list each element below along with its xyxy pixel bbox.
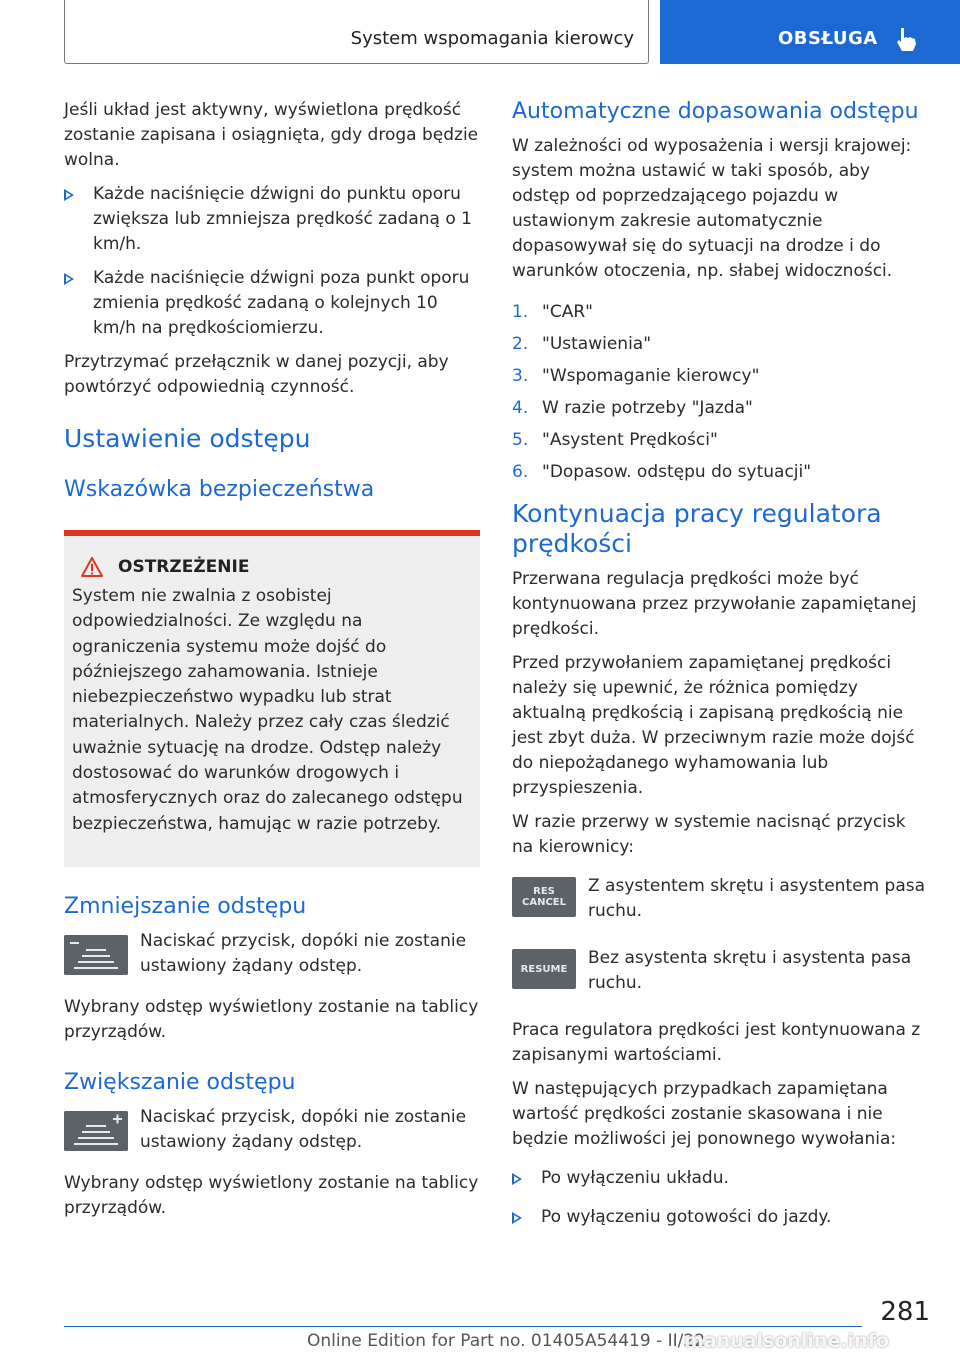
resume-row bbox=[512, 946, 932, 1006]
warning-header bbox=[72, 556, 472, 578]
continue-text-2: Przed przywołaniem zapamiętanej prędkości należy się upewnić, że różnica pomiędzy aktualną prędkością i zapisaną prędkością nie jest zbyt duża. W przeciwnym razie może dojść do niepożądanego wyhamowania lub przyspieszenia. bbox=[512, 653, 915, 798]
hand-pointer-icon bbox=[892, 24, 922, 54]
bullet-triangle-icon bbox=[512, 1173, 522, 1185]
list-item: 1. "CAR" bbox=[512, 302, 593, 322]
resume-button-icon: RESUME bbox=[512, 949, 576, 989]
warning-triangle-icon bbox=[81, 557, 103, 577]
bullet-triangle-icon bbox=[64, 273, 74, 285]
res-cancel-text: Z asystentem skrętu i asystentem pasa ruchu. bbox=[588, 876, 926, 921]
intro-text: Jeśli układ jest aktywny, wyświetlona prędkość zostanie zapisana i osiągnięta, gdy droga będzie wolna. bbox=[64, 100, 479, 170]
tab-label: OBSŁUGA bbox=[778, 28, 878, 49]
steps-list bbox=[512, 300, 932, 485]
list-item: Po wyłączeniu układu. bbox=[512, 1166, 932, 1191]
list-item: Po wyłączeniu gotowości do jazdy. bbox=[512, 1205, 932, 1230]
heading-safety: Wskazówka bezpieczeństwa bbox=[64, 477, 375, 502]
page-number: 281 bbox=[880, 1297, 930, 1327]
auto-text: W zależności od wyposażenia i wersji krajowej: system można ustawić w taki sposób, aby odstęp od poprzedzającego pojazdu w ustawionym zakresie automatycznie dopasowywał się do sytuacji na drodze i do warunków otoczenia, np. słabej widoczności. bbox=[512, 136, 912, 281]
heading-decrease: Zmniejszanie odstępu bbox=[64, 893, 307, 919]
header-section-box bbox=[64, 0, 649, 64]
warning-box bbox=[64, 530, 480, 867]
left-column bbox=[64, 98, 480, 1230]
list-item: 5. "Asystent Prędkości" bbox=[512, 430, 718, 450]
continue-text-3: W razie przerwy w systemie nacisnąć przycisk na kierownicy: bbox=[512, 812, 906, 857]
continue-text-5: W następujących przypadkach zapamiętana wartość prędkości zostanie skasowana i nie będzie możliwości jej ponownego wywołania: bbox=[512, 1079, 897, 1149]
continue-text-1: Przerwana regulacja prędkości może być kontynuowana przez przywołanie zapamiętanej prędkości. bbox=[512, 569, 917, 639]
hold-text: Przytrzymać przełącznik w danej pozycji, aby powtórzyć odpowiednią czynność. bbox=[64, 352, 449, 397]
list-item: 4. W razie potrzeby "Jazda" bbox=[512, 398, 753, 418]
heading-auto: Automatyczne dopasowania odstępu bbox=[512, 99, 919, 124]
decrease-button-row bbox=[64, 929, 480, 983]
warning-text: System nie zwalnia z osobistej odpowiedzialności. Ze względu na ograniczenia systemu może dojść do późniejszego zahamowania. Istnieje niebezpieczeństwo wypadku lub strat materialnych. Należy przez cały czas śledzić uważnie sytuację na drodze. Odstęp należy dostosować do warunków drogowych i atmosferycznych oraz do zalecanego odstępu bezpieczeństwa, hamując w razie potrzeby. bbox=[72, 586, 463, 834]
list-item: 6. "Dopasow. odstępu do sytuacji" bbox=[512, 462, 812, 482]
bullet-triangle-icon bbox=[512, 1212, 522, 1224]
decrease-result: Wybrany odstęp wyświetlony zostanie na tablicy przyrządów. bbox=[64, 996, 479, 1042]
list-item: Każde naciśnięcie dźwigni poza punkt oporu zmienia prędkość zadaną o kolejnych 10 km/h na prędkościomierzu. bbox=[64, 266, 480, 341]
section-title: System wspomagania kierowcy bbox=[350, 28, 634, 49]
distance-increase-button-icon bbox=[64, 1111, 128, 1151]
heading-continue: Kontynuacja pracy regulatora prędkości bbox=[512, 499, 882, 558]
increase-instruction: Naciskać przycisk, dopóki nie zostanie ustawiony żądany odstęp. bbox=[140, 1106, 467, 1152]
watermark: manualsonline.info bbox=[684, 1330, 889, 1352]
header-tab bbox=[660, 0, 960, 64]
heading-increase: Zwiększanie odstępu bbox=[64, 1069, 296, 1095]
list-item: Każde naciśnięcie dźwigni do punktu oporu zwiększa lub zmniejsza prędkość zadaną o 1 km/h. bbox=[64, 182, 480, 257]
increase-button-row bbox=[64, 1105, 480, 1159]
distance-decrease-button-icon bbox=[64, 935, 128, 975]
res-cancel-button-icon: RES CANCEL bbox=[512, 877, 576, 917]
list-item: 3. "Wspomaganie kierowcy" bbox=[512, 366, 760, 386]
increase-result: Wybrany odstęp wyświetlony zostanie na tablicy przyrządów. bbox=[64, 1172, 479, 1218]
warning-title: OSTRZEŻENIE bbox=[118, 557, 250, 577]
continue-text-4: Praca regulatora prędkości jest kontynuowana z zapisanymi wartościami. bbox=[512, 1020, 921, 1065]
footer-divider bbox=[64, 1326, 862, 1327]
list-item: 2. "Ustawienia" bbox=[512, 334, 652, 354]
resume-text: Bez asystenta skrętu i asystenta pasa ruchu. bbox=[588, 948, 912, 993]
heading-distance: Ustawienie odstępu bbox=[64, 424, 311, 453]
decrease-instruction: Naciskać przycisk, dopóki nie zostanie ustawiony żądany odstęp. bbox=[140, 930, 467, 976]
bullet-triangle-icon bbox=[64, 189, 74, 201]
right-column bbox=[512, 98, 932, 1239]
res-cancel-row bbox=[512, 874, 932, 934]
footer-edition: Online Edition for Part no. 01405A54419 - II/22 bbox=[307, 1331, 706, 1351]
